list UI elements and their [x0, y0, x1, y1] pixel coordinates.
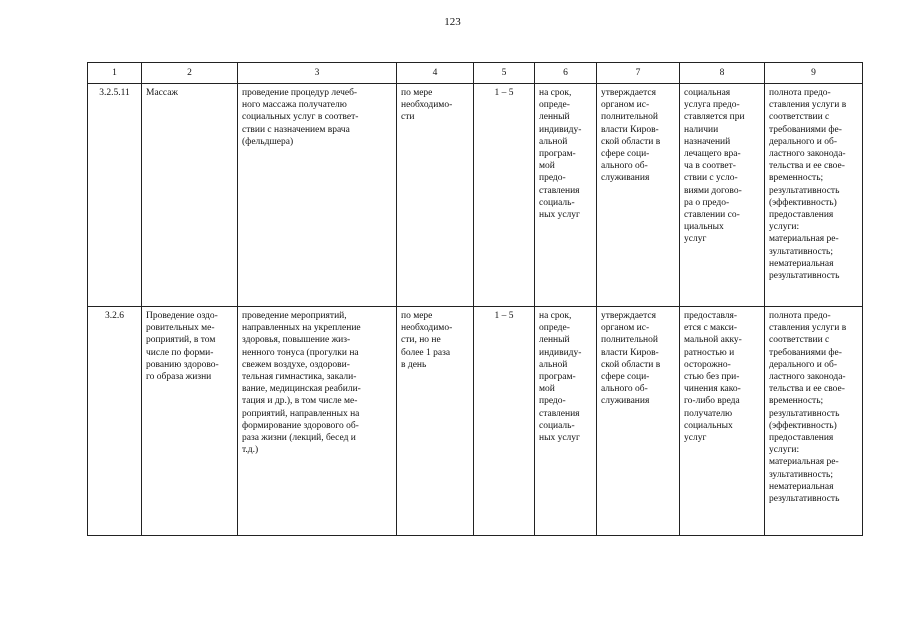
table-row — [88, 307, 863, 536]
service-norm: 1 – 5 — [474, 307, 535, 536]
service-term: на срок, опреде- ленный индивиду- альной програм- мой предо- ставления социаль- ных услуг — [535, 84, 597, 307]
service-conditions: предоставля- ется с макси- мальной акку- ратностью и осторожно- стью без при- чинения како- го-либо вреда получателю социальных услуг — [680, 307, 765, 536]
service-description: проведение процедур лечеб- ного массажа получателю социальных услуг в соответ- ствии с назначением врача (фельдшера) — [238, 84, 397, 307]
service-quality: полнота предо- ставления услуги в соответствии с требованиями фе- дерального и об- ластного законода- тельства и ее свое- временность; результативность (эффективность) предоставления услуги: материальная ре- зультативность; нематериальная результативность — [765, 307, 863, 536]
service-frequency: по мере необходимо- сти, но не более 1 раза в день — [397, 307, 474, 536]
service-description: проведение мероприятий, направленных на укрепление здоровья, повышение жиз- ненного тонуса (прогулки на свежем воздухе, оздорови- тельная гимнастика, закали- вание, медицинская реабили- тация и др.), в том числе ме- роприятий, направленных на формирование здорового об- раза жизни (лекций, бесед и т.д.) — [238, 307, 397, 536]
table-row — [88, 84, 863, 307]
service-frequency: по мере необходимо- сти — [397, 84, 474, 307]
service-term: на срок, опреде- ленный индивиду- альной програм- мой предо- ставления социаль- ных услуг — [535, 307, 597, 536]
service-approved: утверждается органом ис- полнительной власти Киров- ской области в сфере соци- ального об- служивания — [597, 84, 680, 307]
service-conditions: социальная услуга предо- ставляется при наличии назначений лечащего вра- ча в соответ- ствии с усло- виями догово- ра о предо- ставлении со- циальных услуг — [680, 84, 765, 307]
header-cell: 9 — [765, 63, 863, 84]
header-cell: 3 — [238, 63, 397, 84]
services-table — [87, 62, 863, 536]
service-quality: полнота предо- ставления услуги в соответствии с требованиями фе- дерального и об- ластного законода- тельства и ее свое- временность; результативность (эффективность) предоставления услуги: материальная ре- зультативность; нематериальная результативность — [765, 84, 863, 307]
header-cell: 5 — [474, 63, 535, 84]
header-cell: 8 — [680, 63, 765, 84]
service-norm: 1 – 5 — [474, 84, 535, 307]
header-row — [88, 63, 863, 84]
service-number: 3.2.6 — [88, 307, 142, 536]
header-cell: 2 — [142, 63, 238, 84]
header-cell: 1 — [88, 63, 142, 84]
service-name: Проведение оздо- ровительных ме- роприятий, в том числе по форми- рованию здорово- го образа жизни — [142, 307, 238, 536]
header-cell: 7 — [597, 63, 680, 84]
service-number: 3.2.5.11 — [88, 84, 142, 307]
service-approved: утверждается органом ис- полнительной власти Киров- ской области в сфере соци- ального об- служивания — [597, 307, 680, 536]
service-name: Массаж — [142, 84, 238, 307]
header-cell: 6 — [535, 63, 597, 84]
header-cell: 4 — [397, 63, 474, 84]
page-number: 123 — [444, 16, 461, 28]
